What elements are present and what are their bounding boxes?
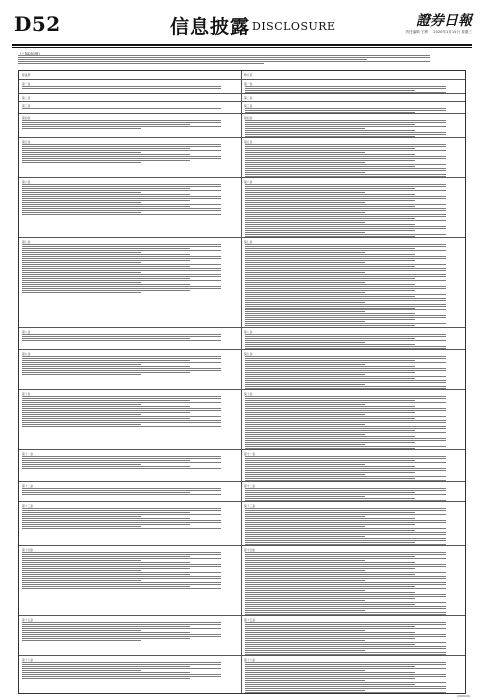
table-row	[19, 349, 465, 389]
amendment-table	[18, 70, 466, 694]
cell-revised-label: 第六条	[244, 180, 253, 184]
table-row	[19, 101, 465, 113]
cell-original-label: 第二条	[22, 96, 31, 100]
cell-revised-label: 第十五条	[244, 618, 256, 622]
cell-original-label: 第十五条	[22, 618, 34, 622]
issue-date: 2020年1月15日 星期三	[433, 30, 472, 34]
original-text-block	[22, 488, 238, 501]
cell-original-label: 第六条	[22, 180, 31, 184]
revised-text-block	[245, 508, 463, 545]
cell-original-label: 第十二条	[22, 484, 34, 488]
cell-original-label: 第四条	[22, 116, 31, 120]
cell-original-label: 第十四条	[22, 548, 34, 552]
masthead	[12, 8, 472, 42]
revised-text-block	[245, 244, 463, 327]
revised-text-block	[245, 356, 463, 389]
newspaper-logo: 證券日報	[416, 13, 472, 29]
cell-revised-label: 第十一条	[244, 452, 256, 456]
cell-original-label: 第八条	[22, 330, 31, 334]
revised-text-block	[245, 396, 463, 449]
original-text-block	[22, 86, 238, 93]
cell-revised-label: 第七条	[244, 240, 253, 244]
cell-original-label: 第五条	[22, 140, 31, 144]
table-row	[19, 655, 465, 693]
revised-text-block	[245, 662, 463, 693]
editor-credit: 责任编辑 王辉	[405, 30, 429, 34]
cell-original-label: 第九条	[22, 352, 31, 356]
original-text-block	[22, 396, 238, 449]
cell-revised-label: 第十条	[244, 392, 253, 396]
cell-revised-label: 第十六条	[244, 658, 256, 662]
table-row	[19, 177, 465, 237]
original-text-block	[22, 552, 238, 615]
original-text-block	[22, 244, 238, 327]
cell-revised-label: 第十四条	[244, 548, 256, 552]
cell-revised-label: 第二条	[244, 96, 253, 100]
cell-revised-label: 第四条	[244, 116, 253, 120]
original-text-block	[22, 334, 238, 349]
masthead-meta	[401, 30, 472, 35]
table-header-row	[19, 71, 465, 79]
masthead-rule-thick	[12, 44, 472, 46]
cell-revised-label: 第五条	[244, 140, 253, 144]
table-row	[19, 545, 465, 615]
table-row	[19, 137, 465, 177]
cell-original-label: 第十三条	[22, 504, 34, 508]
revised-text-block	[245, 86, 463, 93]
cell-original-label: 第七条	[22, 240, 31, 244]
revised-text-block	[245, 552, 463, 615]
cell-revised-label: 第九条	[244, 352, 253, 356]
revised-text-block	[245, 456, 463, 481]
original-text-block	[22, 622, 238, 655]
revised-text-block	[245, 144, 463, 177]
original-text-block	[22, 120, 238, 137]
cell-revised-label: 第三条	[244, 104, 253, 108]
original-text-block	[22, 508, 238, 545]
header-original: 原条款	[22, 73, 31, 77]
cell-revised-label: 第十二条	[244, 484, 256, 488]
revised-text-block	[245, 622, 463, 655]
cell-original-label: 第三条	[22, 104, 31, 108]
cell-original-label: 第一条	[22, 82, 31, 86]
table-row	[19, 501, 465, 545]
revised-text-block	[245, 184, 463, 237]
table-row	[19, 237, 465, 327]
table-row	[19, 79, 465, 93]
cell-revised-label: 第十三条	[244, 504, 256, 508]
cell-original-label: 第十一条	[22, 452, 34, 456]
table-row	[19, 481, 465, 501]
intro-paragraph	[18, 55, 466, 69]
masthead-rule-thin	[12, 47, 472, 48]
section-title-en: DISCLOSURE	[252, 20, 336, 33]
page-number: D52	[14, 12, 61, 36]
header-revised: 修订后	[244, 73, 253, 77]
original-text-block	[22, 662, 238, 693]
cell-original-label: 第十条	[22, 392, 31, 396]
table-row	[19, 389, 465, 449]
original-text-block	[22, 144, 238, 177]
table-row	[19, 93, 465, 101]
cell-revised-label: 第一条	[244, 82, 253, 86]
table-row	[19, 113, 465, 137]
cell-original-label: 第十六条	[22, 658, 34, 662]
revised-text-block	[245, 120, 463, 137]
table-row	[19, 449, 465, 481]
table-row	[19, 615, 465, 655]
revised-text-block	[245, 334, 463, 349]
table-row	[19, 327, 465, 349]
cell-revised-label: 第八条	[244, 330, 253, 334]
original-text-block	[22, 356, 238, 389]
continuation-heading: (上接D51版)	[20, 52, 40, 56]
footer-code: (CI0019)	[457, 694, 470, 698]
original-text-block	[22, 456, 238, 481]
section-title-cn: 信息披露	[170, 16, 251, 38]
original-text-block	[22, 184, 238, 237]
revised-text-block	[245, 488, 463, 501]
